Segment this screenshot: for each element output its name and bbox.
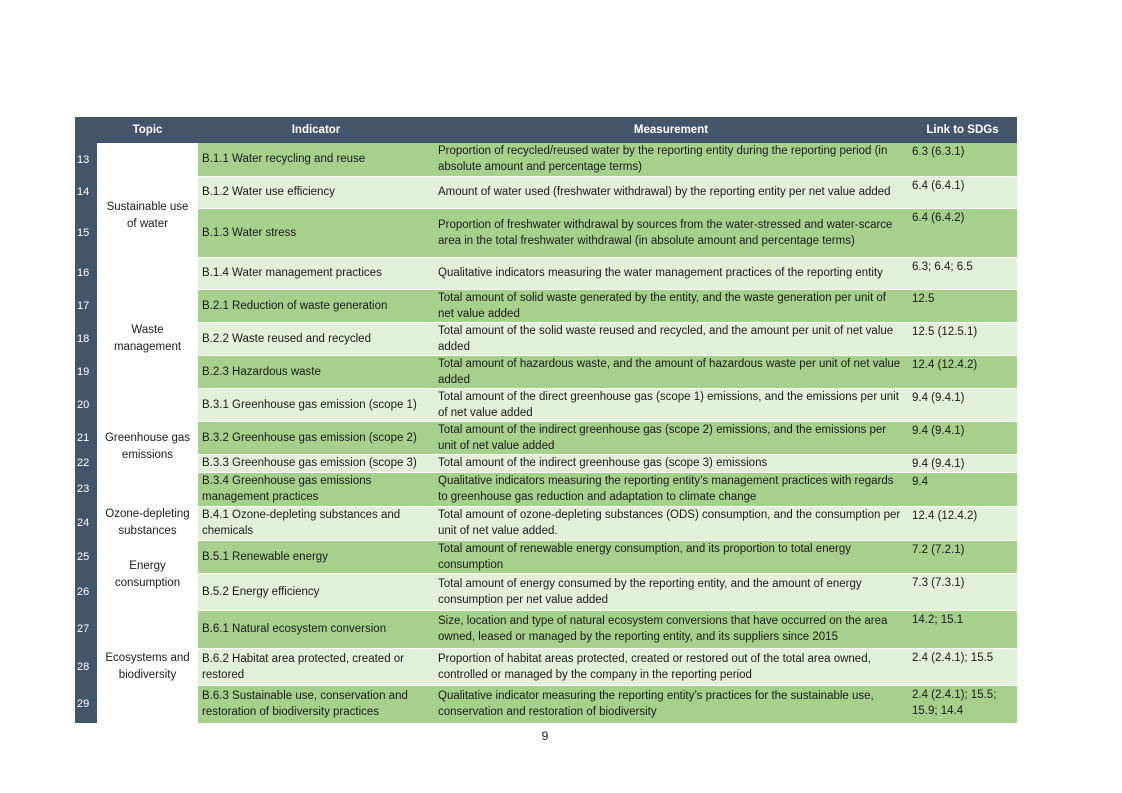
table-row [75, 355, 1017, 388]
row-number: 21 [75, 421, 97, 454]
indicator-cell: B.3.3 Greenhouse gas emission (scope 3) [198, 454, 434, 472]
measurement-cell: Proportion of recycled/reused water by the reporting entity during the reporting period (in absolute amount and percentage terms) [434, 143, 908, 176]
measurement-cell: Total amount of solid waste generated by the entity, and the waste generation per unit of net value added [434, 289, 908, 322]
row-number: 27 [75, 610, 97, 648]
sdg-cell: 6.3 (6.3.1) [908, 143, 1017, 176]
indicator-cell: B.6.2 Habitat area protected, created or restored [198, 648, 434, 685]
sdg-cell: 7.2 (7.2.1) [908, 540, 1017, 573]
indicator-cell: B.1.2 Water use efficiency [198, 176, 434, 208]
header-row-number [75, 117, 97, 143]
row-number: 15 [75, 208, 97, 257]
sdg-cell: 12.4 (12.4.2) [908, 355, 1017, 388]
row-number: 20 [75, 388, 97, 421]
row-number: 18 [75, 322, 97, 355]
measurement-cell: Total amount of the indirect greenhouse gas (scope 3) emissions [434, 454, 908, 472]
row-number: 22 [75, 454, 97, 472]
measurement-cell: Size, location and type of natural ecosystem conversions that have occurred on the area owned, leased or managed by the reporting entity, and its suppliers since 2015 [434, 610, 908, 648]
row-number: 28 [75, 648, 97, 685]
table-row [75, 322, 1017, 355]
indicator-table-wrapper [75, 117, 1017, 724]
table-row [75, 208, 1017, 257]
measurement-cell: Total amount of the solid waste reused and recycled, and the amount per unit of net value added [434, 322, 908, 355]
indicator-cell: B.2.2 Waste reused and recycled [198, 322, 434, 355]
indicator-cell: B.1.4 Water management practices [198, 257, 434, 289]
indicator-cell: B.5.2 Energy efficiency [198, 573, 434, 610]
row-number: 16 [75, 257, 97, 289]
sdg-cell: 6.4 (6.4.1) [908, 176, 1017, 208]
table-row [75, 289, 1017, 322]
row-number: 13 [75, 143, 97, 176]
table-row [75, 388, 1017, 421]
sdg-cell: 9.4 (9.4.1) [908, 421, 1017, 454]
row-number: 14 [75, 176, 97, 208]
indicator-cell: B.1.1 Water recycling and reuse [198, 143, 434, 176]
header-topic: Topic [97, 117, 198, 143]
row-number: 19 [75, 355, 97, 388]
table-row [75, 257, 1017, 289]
indicator-cell: B.6.3 Sustainable use, conservation and restoration of biodiversity practices [198, 685, 434, 723]
page-number: 9 [541, 729, 549, 743]
measurement-cell: Qualitative indicators measuring the reporting entity’s management practices with regards to greenhouse gas reduction and adaptation to climate change [434, 472, 908, 506]
sdg-cell: 12.4 (12.4.2) [908, 506, 1017, 540]
table-row [75, 143, 1017, 176]
table-row [75, 421, 1017, 454]
header-measurement: Measurement [434, 117, 908, 143]
sdg-cell: 2.4 (2.4.1); 15.5; 15.9; 14.4 [908, 685, 1017, 723]
measurement-cell: Total amount of ozone-depleting substances (ODS) consumption, and the consumption per unit of net value added. [434, 506, 908, 540]
indicator-cell: B.2.3 Hazardous waste [198, 355, 434, 388]
sdg-cell: 2.4 (2.4.1); 15.5 [908, 648, 1017, 685]
indicator-cell: B.6.1 Natural ecosystem conversion [198, 610, 434, 648]
sdg-cell: 12.5 (12.5.1) [908, 322, 1017, 355]
sdg-cell: 6.4 (6.4.2) [908, 208, 1017, 257]
row-number: 17 [75, 289, 97, 322]
measurement-cell: Proportion of habitat areas protected, created or restored out of the total area owned, controlled or managed by the company in the reporting period [434, 648, 908, 685]
header-indicator: Indicator [198, 117, 434, 143]
indicator-cell: B.4.1 Ozone-depleting substances and chemicals [198, 506, 434, 540]
measurement-cell: Total amount of renewable energy consumption, and its proportion to total energy consumption [434, 540, 908, 573]
topic-cell-water: Sustainable use of water [97, 143, 198, 289]
sdg-cell: 9.4 [908, 472, 1017, 506]
row-number: 26 [75, 573, 97, 610]
row-number: 23 [75, 472, 97, 506]
table-header-row [75, 117, 1017, 143]
topic-cell-ghg: Greenhouse gas emissions [97, 388, 198, 506]
table-row [75, 573, 1017, 610]
row-number: 24 [75, 506, 97, 540]
header-sdg: Link to SDGs [908, 117, 1017, 143]
measurement-cell: Qualitative indicator measuring the reporting entity’s practices for the sustainable use, conservation and restoration of biodiversity [434, 685, 908, 723]
topic-cell-energy: Energy consumption [97, 540, 198, 610]
indicator-table [75, 117, 1017, 724]
measurement-cell: Qualitative indicators measuring the water management practices of the reporting entity [434, 257, 908, 289]
indicator-cell: B.3.4 Greenhouse gas emissions management practices [198, 472, 434, 506]
measurement-cell: Amount of water used (freshwater withdrawal) by the reporting entity per net value added [434, 176, 908, 208]
topic-cell-waste: Waste management [97, 289, 198, 388]
table-row [75, 176, 1017, 208]
sdg-cell: 14.2; 15.1 [908, 610, 1017, 648]
sdg-cell: 7.3 (7.3.1) [908, 573, 1017, 610]
table-row [75, 685, 1017, 723]
indicator-cell: B.1.3 Water stress [198, 208, 434, 257]
measurement-cell: Total amount of energy consumed by the reporting entity, and the amount of energy consumption per net value added [434, 573, 908, 610]
measurement-cell: Total amount of the direct greenhouse gas (scope 1) emissions, and the emissions per unit of net value added [434, 388, 908, 421]
table-row [75, 610, 1017, 648]
indicator-cell: B.2.1 Reduction of waste generation [198, 289, 434, 322]
table-row [75, 454, 1017, 472]
sdg-cell: 9.4 (9.4.1) [908, 388, 1017, 421]
row-number: 29 [75, 685, 97, 723]
table-row [75, 648, 1017, 685]
measurement-cell: Total amount of the indirect greenhouse gas (scope 2) emissions, and the emissions per unit of net value added [434, 421, 908, 454]
table-row [75, 540, 1017, 573]
table-row [75, 506, 1017, 540]
sdg-cell: 6.3; 6.4; 6.5 [908, 257, 1017, 289]
measurement-cell: Total amount of hazardous waste, and the amount of hazardous waste per unit of net value added [434, 355, 908, 388]
indicator-cell: B.3.1 Greenhouse gas emission (scope 1) [198, 388, 434, 421]
sdg-cell: 9.4 (9.4.1) [908, 454, 1017, 472]
indicator-cell: B.3.2 Greenhouse gas emission (scope 2) [198, 421, 434, 454]
table-row [75, 472, 1017, 506]
row-number: 25 [75, 540, 97, 573]
topic-cell-ozone: Ozone-depleting substances [97, 506, 198, 540]
sdg-cell: 12.5 [908, 289, 1017, 322]
topic-cell-eco: Ecosystems and biodiversity [97, 610, 198, 723]
measurement-cell: Proportion of freshwater withdrawal by sources from the water-stressed and water-scarce area in the total freshwater withdrawal (in absolute amount and percentage terms) [434, 208, 908, 257]
indicator-cell: B.5.1 Renewable energy [198, 540, 434, 573]
